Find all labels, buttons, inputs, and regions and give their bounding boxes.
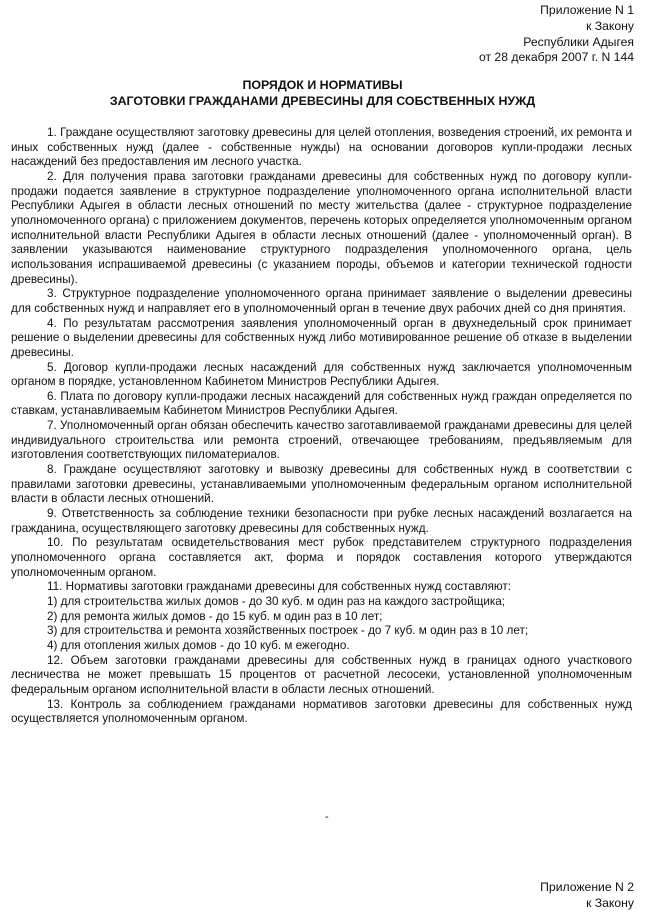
next-appendix-law-ref: к Закону xyxy=(586,895,634,910)
document-title xyxy=(0,78,645,109)
norm-item-1: 1) для строительства жилых домов - до 30 куб. м один раз на каждого застройщика; xyxy=(47,595,506,608)
norm-item-2: 2) для ремонта жилых домов - до 15 куб. м один раз в 10 лет; xyxy=(47,609,383,623)
paragraph-13: 13. Контроль за соблюдением гражданами нормативов заготовки древесины для собственных нужд осуществляется уполномоченным органом. xyxy=(11,697,632,726)
document-body xyxy=(11,126,632,727)
title-line-1: ПОРЯДОК И НОРМАТИВЫ xyxy=(242,78,403,92)
paragraph-1: 1. Граждане осуществляют заготовку древесины для целей отопления, возведения строений, их ремонта и иных собственных нужд (далее - собственные нужды) на основании договоров купли-продажи лесных насаждений без предоставления им лесного участка. xyxy=(11,126,632,169)
appendix-number: Приложение N 1 xyxy=(540,3,634,17)
paragraph-11: 11. Нормативы заготовки гражданами древесины для собственных нужд составляют: xyxy=(47,580,512,594)
appendix-republic: Республики Адыгея xyxy=(523,34,634,49)
norm-item-4: 4) для отопления жилых домов - до 10 куб. м ежегодно. xyxy=(47,638,350,652)
norm-item-3: 3) для строительства и ремонта хозяйственных построек - до 7 куб. м один раз в 10 лет; xyxy=(47,624,529,638)
next-appendix-header xyxy=(540,880,634,912)
paragraph-12: 12. Объем заготовки гражданами древесины для собственных нужд в границах одного участкового лесничества не может превышать 15 процентов от расчетной лесосеки, установленной уполномоченным федеральным органом исполнительной власти в области лесных отношений. xyxy=(11,653,632,696)
appendix-date: от 28 декабря 2007 г. N 144 xyxy=(478,50,634,65)
paragraph-6: 6. Плата по договору купли-продажи лесных насаждений для собственных нужд граждан определяется по ставкам, устанавливаемым Кабинетом Министров Республики Адыгея. xyxy=(11,389,632,418)
paragraph-4: 4. По результатам рассмотрения заявления уполномоченный орган в двухнедельный срок принимает решение о выделении древесины для собственных нужд либо мотивированное решение об отказе в выделении древесины. xyxy=(11,316,632,359)
paragraph-2: 2. Для получения права заготовки гражданами древесины для собственных нужд по договору купли-продажи подается заявление в структурное подразделение уполномоченного органа исполнительной власти Республики Адыгея в области лесных отношений по месту жительства (далее - структурное подразделение уполномоченного органа) с приложением документов, перечень которых определяется уполномоченным органом исполнительной власти Республики Адыгея в области лесных отношений (далее - уполномоченный орган). В заявлении указываются наименование структурного подразделения уполномоченного органа, цель использования испрашиваемой древесины (с указанием породы, объемов и категории технической годности древесины). xyxy=(11,169,632,286)
appendix-header xyxy=(479,3,634,66)
appendix-law-ref: к Закону xyxy=(586,18,634,33)
paragraph-3: 3. Структурное подразделение уполномоченного органа принимает заявление о выделении древесины для собственных нужд и направляет его в уполномоченный орган в течение двух рабочих дней со дня принятия. xyxy=(11,287,632,315)
title-line-2: ЗАГОТОВКИ ГРАЖДАНАМИ ДРЕВЕСИНЫ ДЛЯ СОБСТВЕННЫХ НУЖД xyxy=(109,93,536,108)
paragraph-8: 8. Граждане осуществляют заготовку и вывозку древесины для собственных нужд в соответствии с правилами заготовки древесины, устанавливаемыми уполномоченным федеральным органом исполнительной власти в области лесных отношений. xyxy=(11,463,632,506)
stray-mark: - xyxy=(325,811,329,823)
paragraph-5: 5. Договор купли-продажи лесных насаждений для собственных нужд заключается уполномоченным органом в порядке, установленном Кабинетом Министров Республики Адыгея. xyxy=(11,360,632,389)
paragraph-7: 7. Уполномоченный орган обязан обеспечить качество заготавливаемой гражданами древесины для целей индивидуального строительства или ремонта строений, отвечающее требованиям, предъявляемым для изготовления соответствующих пиломатериалов. xyxy=(11,419,632,462)
paragraph-9: 9. Ответственность за соблюдение техники безопасности при рубке лесных насаждений возлагается на гражданина, осуществляющего заготовку древесины для собственных нужд. xyxy=(11,507,632,535)
next-appendix-number: Приложение N 2 xyxy=(540,880,634,894)
paragraph-10: 10. По результатам освидетельствования мест рубок представителем структурного подразделения уполномоченного органа составляется акт, форма и порядок составления которого утверждаются уполномоченным органом. xyxy=(11,536,632,579)
